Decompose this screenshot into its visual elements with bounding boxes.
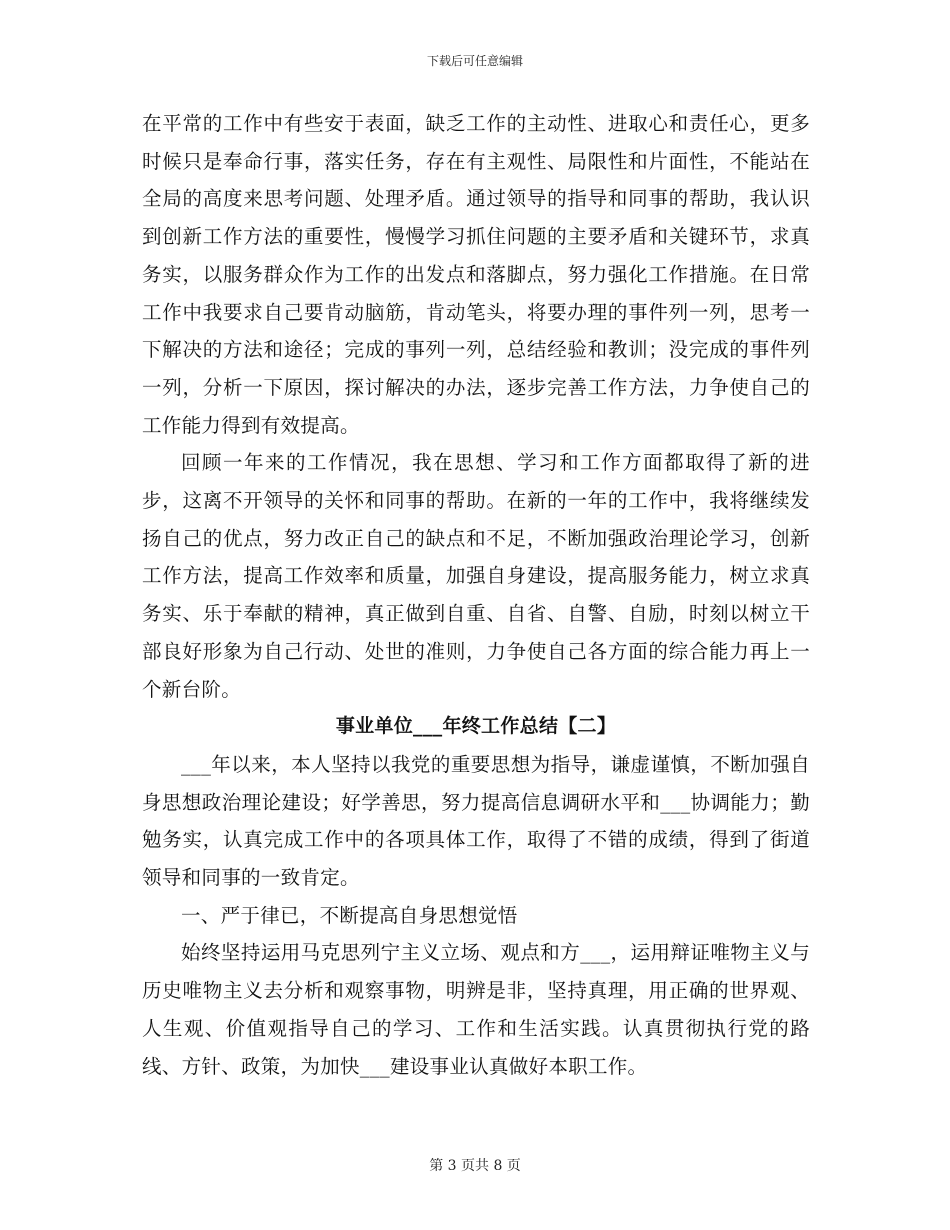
page-header: 下载后可任意编辑 <box>426 54 523 68</box>
subheading-self-discipline: 一、严于律已，不断提高自身思想觉悟 <box>181 903 518 927</box>
document-body <box>142 105 810 1085</box>
page-footer: 第 3 页共 8 页 <box>429 1158 521 1174</box>
paragraph-marxism: 始终坚持运用马克思列宁主义立场、观点和方___，运用辩证唯物主义与历史唯物主义去分析和观察事物，明辨是非，坚持真理，用正确的世界观、人生观、价值观指导自己的学习、工作和生活实践。认真贯彻执行党的路线、方针、政策，为加快___建设事业认真做好本职工作。 <box>142 941 810 1078</box>
section-title: 事业单位___年终工作总结【二】 <box>335 715 617 738</box>
paragraph-work-shortcomings: 在平常的工作中有些安于表面，缺乏工作的主动性、进取心和责任心，更多时候只是奉命行事，落实任务，存在有主观性、局限性和片面性，不能站在全局的高度来思考问题、处理矛盾。通过领导的指导和同事的帮助，我认识到创新工作方法的重要性，慢慢学习抓住问题的主要矛盾和关键环节，求真务实，以服务群众作为工作的出发点和落脚点，努力强化工作措施。在日常工作中我要求自己要肯动脑筋，肯动笔头，将要办理的事件列一列，思考一下解决的方法和途径；完成的事列一列，总结经验和教训；没完成的事件列一列，分析一下原因，探讨解决的办法，逐步完善工作方法，力争使自己的工作能力得到有效提高。 <box>142 112 810 437</box>
paragraph-year-review: 回顾一年来的工作情况，我在思想、学习和工作方面都取得了新的进步，这离不开领导的关怀和同事的帮助。在新的一年的工作中，我将继续发扬自己的优点，努力改正自己的缺点和不足，不断加强政治理论学习，创新工作方法，提高工作效率和质量，加强自身建设，提高服务能力，树立求真务实、乐于奉献的精神，真正做到自重、自省、自警、自励，时刻以树立干部良好形象为自己行动、处世的准则，力争使自己各方面的综合能力再上一个新台阶。 <box>142 451 810 701</box>
paragraph-since-year: ___年以来，本人坚持以我党的重要思想为指导，谦虚谨慎，不断加强自身思想政治理论建设；好学善思，努力提高信息调研水平和___协调能力；勤勉务实，认真完成工作中的各项具体工作，取得了不错的成绩，得到了街道领导和同事的一致肯定。 <box>142 752 810 890</box>
